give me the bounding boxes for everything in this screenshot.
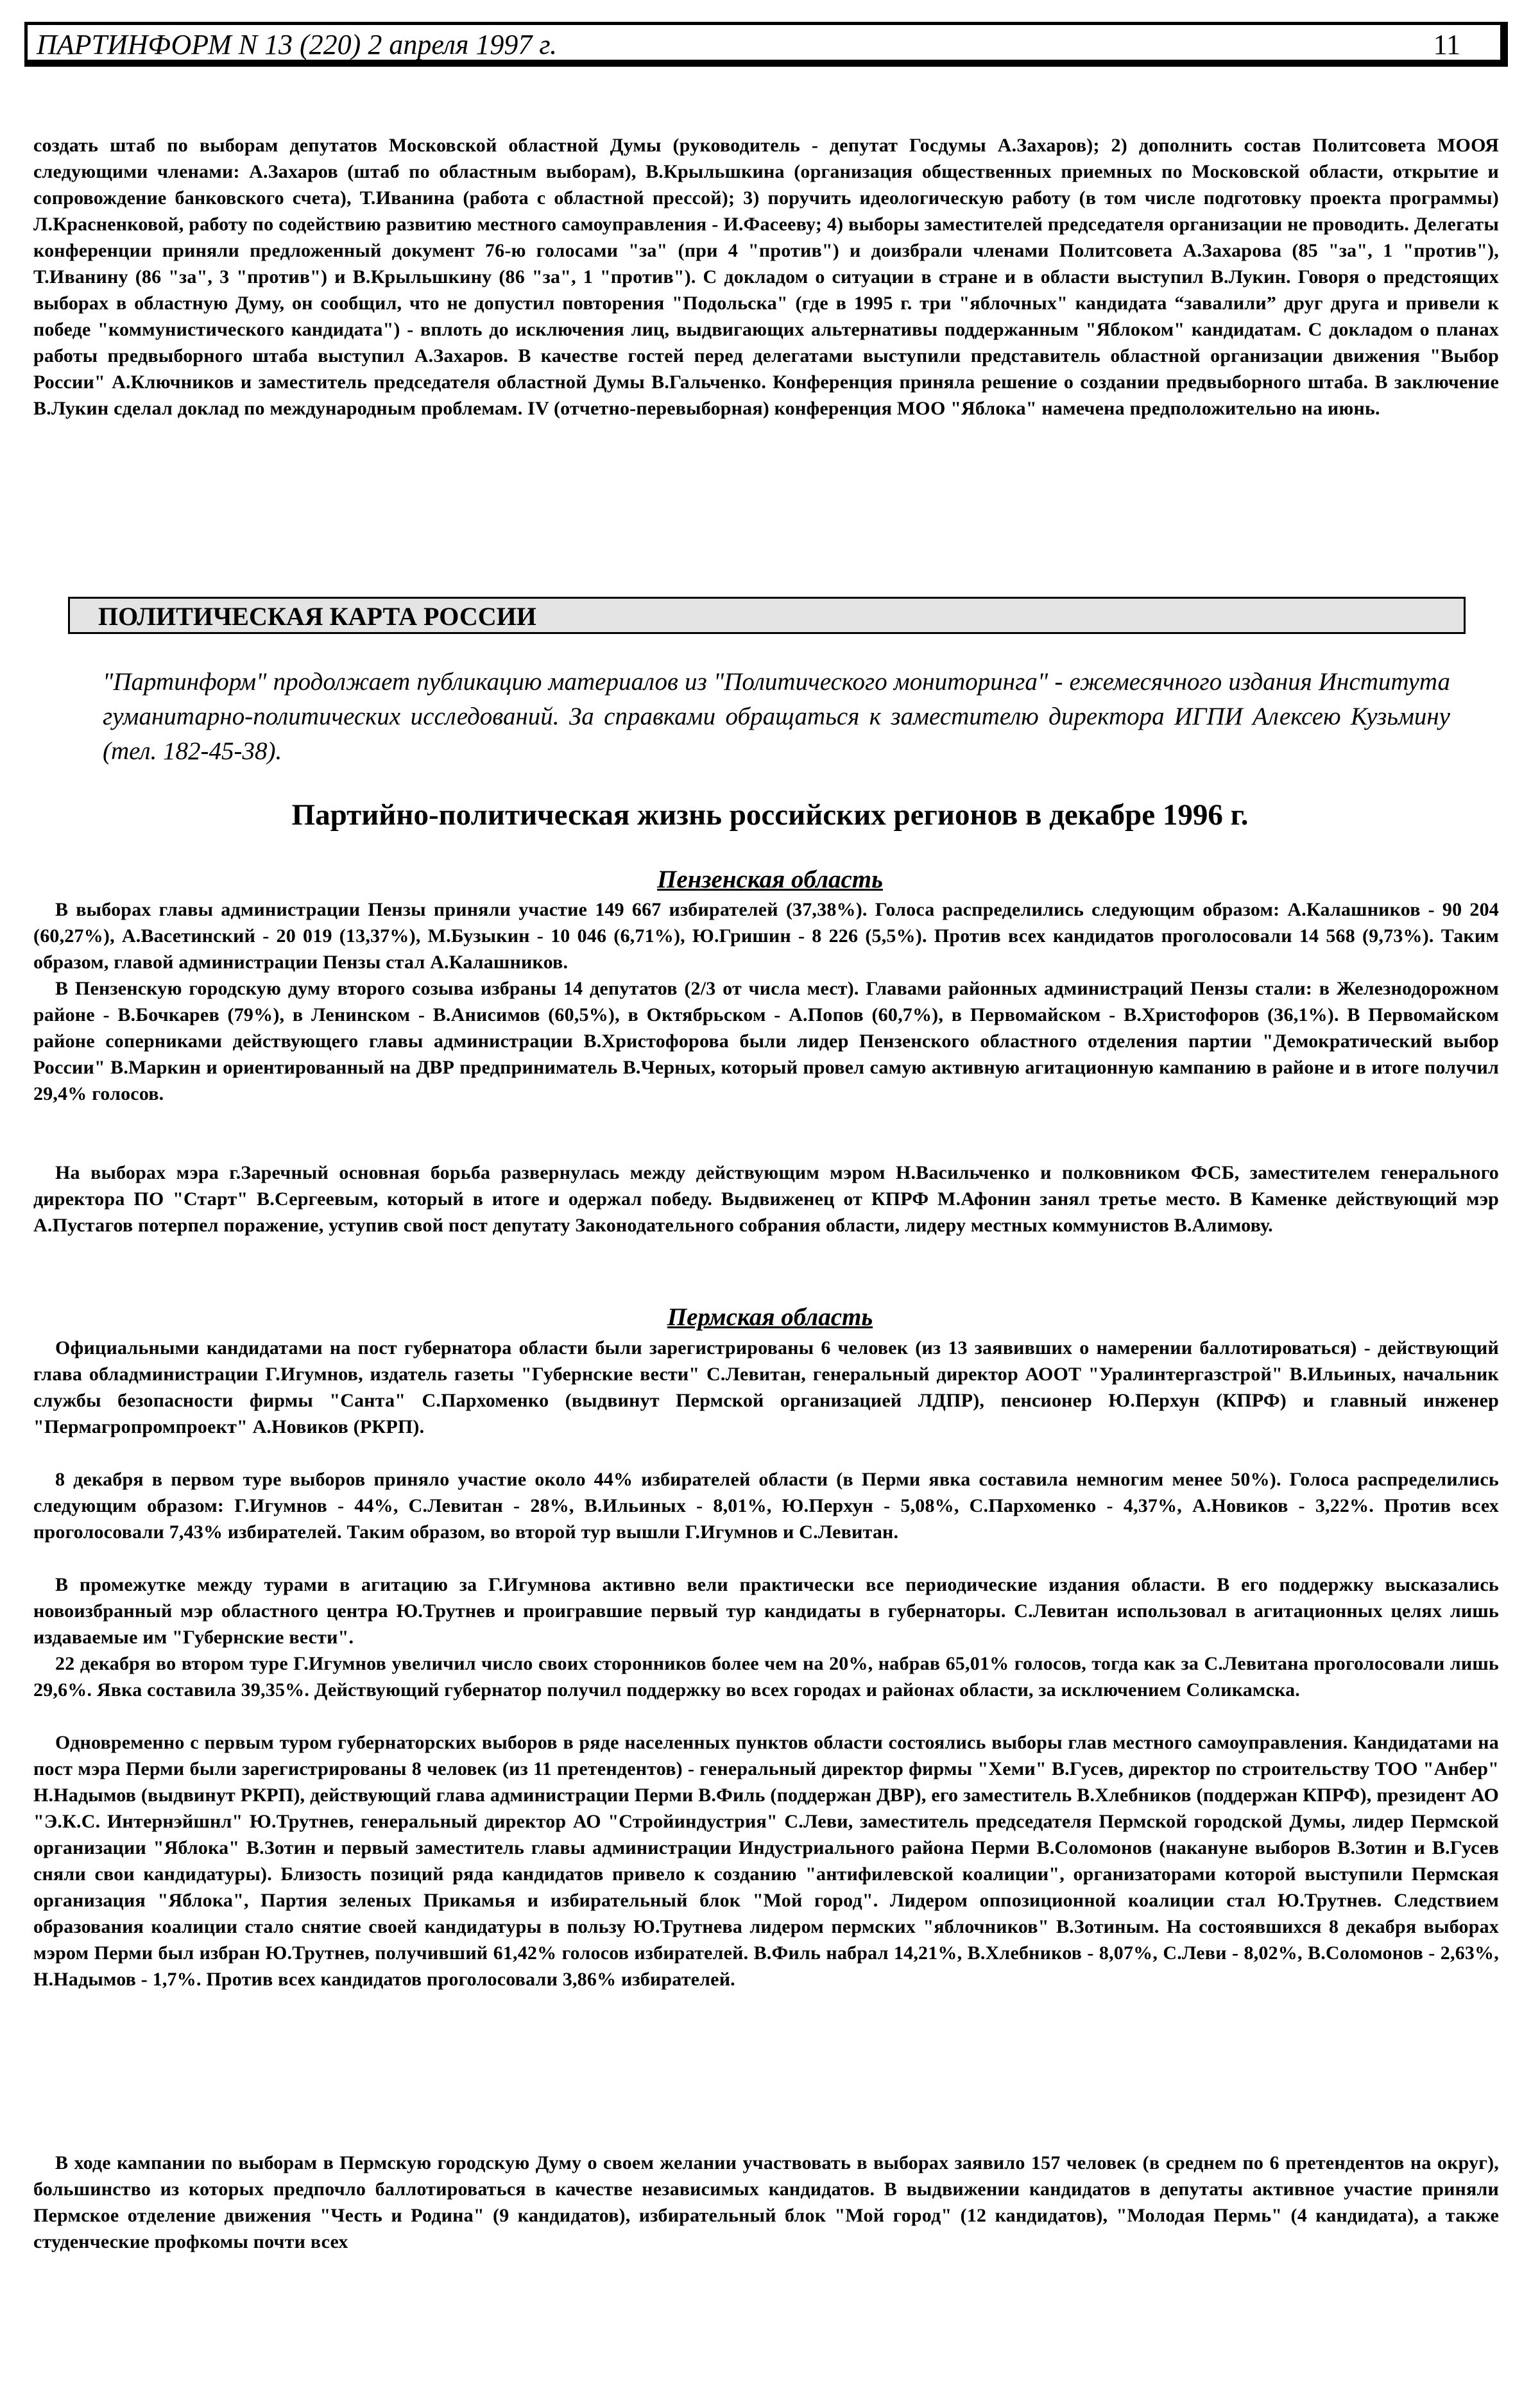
perm-paragraph-5: Одновременно с первым туром губернаторских выборов в ряде населенных пунктов области состоялись выборы глав местного самоуправления. Кандидатами на пост мэра Перми были зарегистрированы 8 человек (из 11 претендентов) - генеральный директор фирмы "Хеми" В.Гусев, директор по строительству ТОО "Анбер" Н.Надымов (выдвинут РКРП), действующий глава администрации Перми В.Филь (поддержан ДВР), его заместитель В.Хлебников (поддержан КПРФ), президент АО "Э.К.С. Интернэйшнл" Ю.Трутнев, генеральный директор АО "Стройиндустрия" С.Леви, заместитель председателя Пермской городской Думы, лидер Пермской организации "Яблока" В.Зотин и первый заместитель главы администрации Индустриального района Перми В.Соломонов (накануне выборов В.Зотин и В.Гусев сняли свои кандидатуры). Близость позиций ряда кандидатов привело к созданию "антифилевской коалиции", организаторами которой выступили Пермская организация "Яблока", Партия зеленых Прикамья и избирательный блок "Мой город". Лидером оппозиционной коалиции стал Ю.Трутнев. Следствием образования коалиции стало снятие своей кандидатуры в пользу Ю.Трутнева лидером пермских "яблочников" В.Зотиным. На состоявшихся 8 декабря выборах мэром Перми был избран Ю.Трутнев, получивший 61,42% голосов избирателей. В.Филь набрал 14,21%, В.Хлебников - 8,07%, С.Леви - 8,02%, В.Соломонов - 2,63%, Н.Надымов - 1,7%. Против всех кандидатов проголосовали 3,86% избирателей. bbox=[33, 1732, 1499, 1990]
region-heading-penza: Пензенская область bbox=[657, 866, 883, 893]
page-number: 11 bbox=[1433, 29, 1460, 60]
perm-paragraph-2: 8 декабря в первом туре выборов приняло участие около 44% избирателей области (в Перми явка составила немногим менее 50%). Голоса распределились следующим образом: Г.Игумнов - 44%, С.Левитан - 28%, В.Ильиных - 8,01%, Ю.Перхун - 5,08%, С.Пархоменко - 4,37%, А.Новиков - 3,22%. Против всех проголосовали 7,43% избирателей. Таким образом, во второй тур вышли Г.Игумнов и С.Левитан. bbox=[33, 1469, 1499, 1543]
perm-paragraph-1: Официальными кандидатами на пост губернатора области были зарегистрированы 6 человек (из 13 заявивших о намерении баллотироваться) - действующий глава обладминистрации Г.Игумнов, издатель газеты "Губернские вести" С.Левитан, генеральный директор АООТ "Уралинтергазстрой" В.Ильиных, начальник службы безопасности фирмы "Санта" С.Пархоменко (выдвинут Пермской организацией ЛДПР), пенсионер Ю.Перхун (КПРФ) и главный инженер "Пермагропромпроект" А.Новиков (РКРП). bbox=[33, 1337, 1499, 1437]
perm-paragraph-6: В ходе кампании по выборам в Пермскую городскую Думу о своем желании участвовать в выборах заявило 157 человек (в среднем по 6 претендентов на округ), большинство из которых предпочло баллотироваться в качестве независимых кандидатов. В выдвижении кандидатов в депутаты активное участие приняли Пермское отделение движения "Честь и Родина" (9 кандидатов), избирательный блок "Мой город" (12 кандидатов), "Молодая Пермь" (4 кандидата), а также студенческие профкомы почти всех bbox=[33, 2152, 1499, 2252]
penza-paragraph-3: На выборах мэра г.Заречный основная борьба развернулась между действующим мэром Н.Васильченко и полковником ФСБ, заместителем генерального директора ПО "Старт" В.Сергеевым, который в итоге и одержал победу. Выдвиженец от КПРФ М.Афонин занял третье место. В Каменке действующий мэр А.Пустагов потерпел поражение, уступив свой пост депутату Законодательного собрания области, лидеру местных коммунистов В.Алимову. bbox=[33, 1162, 1499, 1236]
region-heading-perm: Пермская область bbox=[667, 1303, 873, 1331]
section-header-bar bbox=[68, 597, 1466, 634]
penza-paragraph-1: В выборах главы администрации Пензы приняли участие 149 667 избирателей (37,38%). Голоса распределились следующим образом: А.Калашников - 90 204 (60,27%), А.Васетинский - 20 019 (13,37%), М.Бузыкин - 10 046 (6,71%), Ю.Гришин - 8 226 (5,5%). Против всех кандидатов проголосовали 14 568 (9,73%). Таким образом, главой администрации Пензы стал А.Калашников. bbox=[33, 899, 1499, 973]
continuation-paragraph: создать штаб по выборам депутатов Московской областной Думы (руководитель - депутат Госдумы А.Захаров); 2) дополнить состав Политсовета МООЯ следующими членами: А.Захаров (штаб по областным выборам), В.Крыльшкина (организация общественных приемных по Московской области, открытие и сопровождение банковского счета), Т.Иванина (работа с областной прессой); 3) поручить идеологическую работу (в том числе подготовку проекта программы) Л.Красненковой, работу по содействию развитию местного самоуправления - И.Фасееву; 4) выборы заместителей председателя организации не проводить. Делегаты конференции приняли предложенный документ 76-ю голосами "за" (при 4 "против") и доизбрали членами Политсовета А.Захарова (85 "за", 1 "против"), Т.Иванину (86 "за", 3 "против") и В.Крыльшкину (86 "за", 1 "против"). С докладом о ситуации в стране и в области выступил В.Лукин. Говоря о предстоящих выборах в областную Думу, он сообщил, что не допустил повторения "Подольска" (где в 1995 г. три "яблочных" кандидата “завалили” друг друга и привели к победе "коммунистического кандидата") - вплоть до исключения лиц, выдвигающих альтернативы поддержанным "Яблоком" кандидатам. С докладом о планах работы предвыборного штаба выступил А.Захаров. В качестве гостей перед делегатами выступили представитель областной организации движения "Выбор России" А.Ключников и заместитель председателя областной Думы В.Гальченко. Конференция приняла решение о создании предвыборного штаба. В заключение В.Лукин сделал доклад по международным проблемам. IV (отчетно-перевыборная) конференция МОО "Яблока" намечена предположительно на июнь. bbox=[33, 135, 1499, 419]
penza-paragraph-2: В Пензенскую городскую думу второго созыва избраны 14 депутатов (2/3 от числа мест). Главами районных администраций Пензы стали: в Железнодорожном районе - В.Бочкарев (79%), в Ленинском - В.Анисимов (60,5%), в Октябрьском - А.Попов (60,7%), в Первомайском - В.Христофоров (36,1%). В Первомайском районе соперниками действующего главы администрации В.Христофорова были лидер Пензенского областного отделения партии "Демократический выбор России" В.Маркин и ориентированный на ДВР предприниматель В.Черных, который провел самую активную агитационную кампанию в районе и в итоге получил 29,4% голосов. bbox=[33, 978, 1499, 1104]
perm-paragraph-4: 22 декабря во втором туре Г.Игумнов увеличил число своих сторонников более чем на 20%, набрав 65,01% голосов, тогда как за С.Левитана проголосовали лишь 29,6%. Явка составила 39,35%. Действующий губернатор получил поддержку во всех городах и районах области, за исключением Соликамска. bbox=[33, 1653, 1499, 1701]
section-title: ПОЛИТИЧЕСКАЯ КАРТА РОССИИ bbox=[98, 602, 536, 631]
article-title: Партийно-политическая жизнь российских регионов в декабре 1996 г. bbox=[291, 798, 1249, 832]
header-title: ПАРТИНФОРМ N 13 (220) 2 апреля 1997 г. bbox=[37, 29, 557, 60]
page-header bbox=[24, 22, 1508, 67]
perm-paragraph-3: В промежутке между турами в агитацию за Г.Игумнова активно вели практически все периодические издания области. В его поддержку высказались новоизбранный мэр областного центра Ю.Трутнев и проигравшие первый тур кандидаты в губернаторы. С.Левитан использовал в агитационных целях лишь издаваемые им "Губернские вести". bbox=[33, 1574, 1499, 1648]
section-intro: "Партинформ" продолжает публикацию материалов из "Политического мониторинга" - ежемесячного издания Института гуманитарно-политических исследований. За справками обращаться к заместителю директора ИГПИ Алексею Кузьмину (тел. 182-45-38). bbox=[103, 668, 1450, 765]
